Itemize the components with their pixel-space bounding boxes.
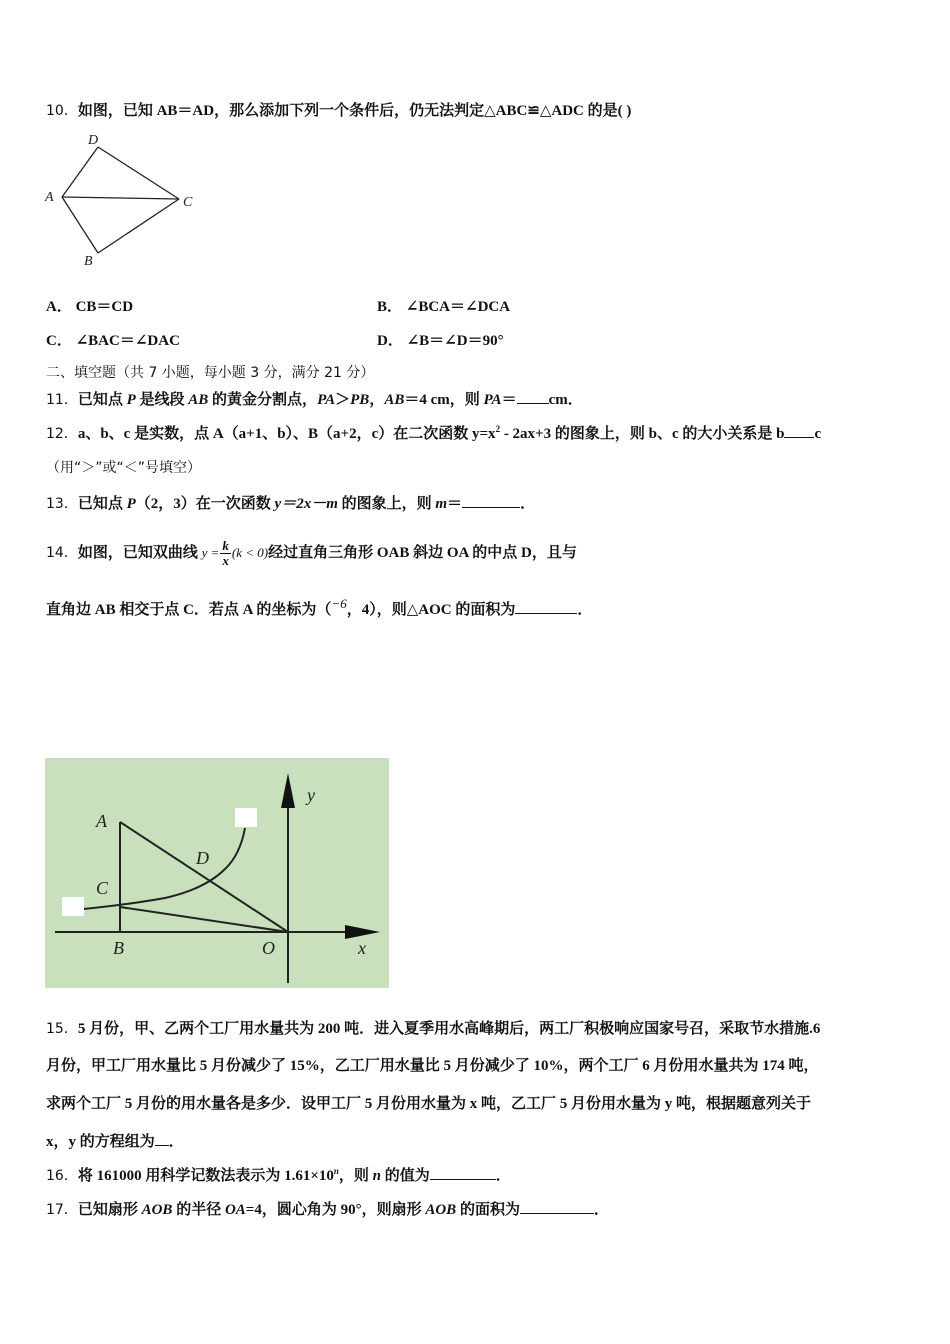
text: 的黄金分割点， xyxy=(208,392,318,408)
text: 已知点 xyxy=(77,392,127,408)
math-var: PB xyxy=(350,392,370,408)
text: 5 月份，甲、乙两个工厂用水量共为 200 吨．进入夏季用水高峰期后，两工厂积极响应国家号召，采取节水措施.6 xyxy=(77,1021,821,1037)
text: 是线段 xyxy=(135,392,189,408)
label-B: B xyxy=(84,254,93,269)
text: ＝4 cm，则 xyxy=(404,392,484,408)
text: - 2ax+3 的图象上，则 b、c 的大小关系是 b xyxy=(500,426,785,442)
math-condition: (k < 0) xyxy=(231,544,269,560)
text: x，y 的方程组为 xyxy=(46,1134,155,1150)
fraction xyxy=(220,539,231,568)
option-key: B． xyxy=(377,299,403,315)
math-var: AOB xyxy=(141,1202,173,1218)
question-number: 17． xyxy=(46,1202,78,1218)
label-y: y xyxy=(307,785,315,805)
text: 的图象上，则 xyxy=(337,496,436,512)
text: ． xyxy=(495,1168,511,1184)
label-A: A xyxy=(45,190,54,205)
text: ． xyxy=(520,496,536,512)
option-d[interactable] xyxy=(377,329,504,350)
question-number: 15． xyxy=(46,1021,78,1037)
q15-line2: 月份，甲工厂用水量比 5 月份减少了 15%，乙工厂用水量比 5 月份减少了 10%，两个工厂 6 月份用水量共为 174 吨， xyxy=(46,1058,819,1074)
section-heading: 二、填空题（共 7 小题，每小题 3 分，满分 21 分） xyxy=(46,365,375,381)
math-value: −6 xyxy=(331,596,347,611)
q10-quadrilateral-figure xyxy=(40,128,210,273)
question-number: 16． xyxy=(46,1168,78,1184)
label-C: C xyxy=(183,195,193,210)
q10-stem: 如图，已知 AB＝AD，那么添加下列一个条件后，仍无法判定△ABC≌△ADC 的是( ) xyxy=(77,103,632,119)
math-var: m xyxy=(435,496,448,512)
answer-blank[interactable] xyxy=(155,1131,169,1146)
text: ． xyxy=(168,1134,184,1150)
math-var: AB xyxy=(188,392,209,408)
q15-line1 xyxy=(46,1019,820,1039)
text: 已知扇形 xyxy=(77,1202,142,1218)
text: c xyxy=(814,426,822,442)
math-var: P xyxy=(126,496,136,512)
q16-line xyxy=(46,1165,511,1186)
q15-line3: 求两个工厂 5 月份的用水量各是多少．设甲工厂 5 月份用水量为 x 吨，乙工厂 5 月份用水量为 y 吨，根据题意列关于 xyxy=(46,1096,812,1112)
answer-blank[interactable] xyxy=(784,423,814,438)
masked-label-box xyxy=(235,808,257,827)
q14-hyperbola-figure xyxy=(45,758,389,988)
label-D: D xyxy=(88,133,99,148)
label-A: A xyxy=(96,811,107,831)
q13-line xyxy=(46,493,535,514)
label-C: C xyxy=(96,878,109,898)
answer-blank[interactable] xyxy=(517,389,549,404)
math-expression: y = xyxy=(201,544,220,560)
text: 将 161000 用科学记数法表示为 1.61×10 xyxy=(77,1168,334,1184)
text: a、b、c 是实数，点 A（a+1、b）、B（a+2，c）在二次函数 y=x xyxy=(77,426,496,442)
text: ， xyxy=(369,392,385,408)
q14-line2 xyxy=(46,596,593,620)
text: 的值为 xyxy=(381,1168,430,1184)
text: 的半径 xyxy=(172,1202,225,1218)
answer-blank[interactable] xyxy=(520,1199,594,1214)
text: 经过直角三角形 OAB 斜边 OA 的中点 D，且与 xyxy=(268,544,577,561)
question-number: 10． xyxy=(46,103,78,119)
superscript: 2 xyxy=(495,424,501,434)
math-var: n xyxy=(372,1168,382,1184)
math-var: OA xyxy=(224,1202,246,1218)
question-number: 13． xyxy=(46,496,78,512)
option-c[interactable] xyxy=(46,329,180,350)
label-O: O xyxy=(262,938,275,958)
option-text: CB＝CD xyxy=(75,299,134,315)
text: 如图，已知双曲线 xyxy=(77,544,202,561)
label-x: x xyxy=(358,938,366,958)
math-var: PA xyxy=(317,392,336,408)
q14-line1 xyxy=(46,539,577,568)
text: 已知点 xyxy=(77,496,127,512)
text: ＝ xyxy=(501,392,517,408)
text: cm． xyxy=(548,392,583,408)
option-key: D． xyxy=(377,333,403,349)
answer-blank[interactable] xyxy=(515,599,577,614)
option-b[interactable] xyxy=(377,295,510,316)
text: ，则 xyxy=(338,1168,373,1184)
option-key: A． xyxy=(46,299,72,315)
label-B: B xyxy=(113,938,124,958)
superscript: n xyxy=(333,1166,339,1176)
text: （2，3）在一次函数 xyxy=(135,496,275,512)
math-var: AB xyxy=(384,392,405,408)
text: 的面积为 xyxy=(456,1202,520,1218)
math-var: AOB xyxy=(425,1202,457,1218)
q15-line4 xyxy=(46,1131,184,1152)
q11-line xyxy=(46,389,583,410)
math-expression: y＝2x－m xyxy=(274,496,338,512)
option-text: ∠B＝∠D＝90° xyxy=(406,333,504,349)
text: ． xyxy=(593,1202,609,1218)
math-var: P xyxy=(126,392,136,408)
text: ＞ xyxy=(335,392,351,408)
option-text: ∠BAC＝∠DAC xyxy=(75,333,180,349)
masked-label-box xyxy=(62,897,84,916)
fraction-denominator: x xyxy=(222,553,229,568)
text: ，4），则△AOC 的面积为 xyxy=(346,602,516,618)
text: 直角边 AB 相交于点 C．若点 A 的坐标为（ xyxy=(46,602,332,618)
q12-line1 xyxy=(46,423,821,444)
text: ＝ xyxy=(447,496,463,512)
answer-blank[interactable] xyxy=(430,1165,496,1180)
q10-stem-line xyxy=(46,101,631,121)
option-a[interactable] xyxy=(46,295,133,316)
question-number: 14． xyxy=(46,544,78,561)
question-number: 12． xyxy=(46,426,78,442)
option-key: C． xyxy=(46,333,72,349)
q17-line xyxy=(46,1199,609,1220)
answer-blank[interactable] xyxy=(462,493,520,508)
text: ． xyxy=(577,602,593,618)
q12-line2: （用“＞”或“＜”号填空） xyxy=(46,460,202,476)
text: =4，圆心角为 90°，则扇形 xyxy=(245,1202,426,1218)
option-text: ∠BCA＝∠DCA xyxy=(405,299,511,315)
label-D: D xyxy=(196,848,209,868)
question-number: 11． xyxy=(46,392,78,408)
math-var: PA xyxy=(483,392,502,408)
fraction-numerator: k xyxy=(222,538,229,553)
